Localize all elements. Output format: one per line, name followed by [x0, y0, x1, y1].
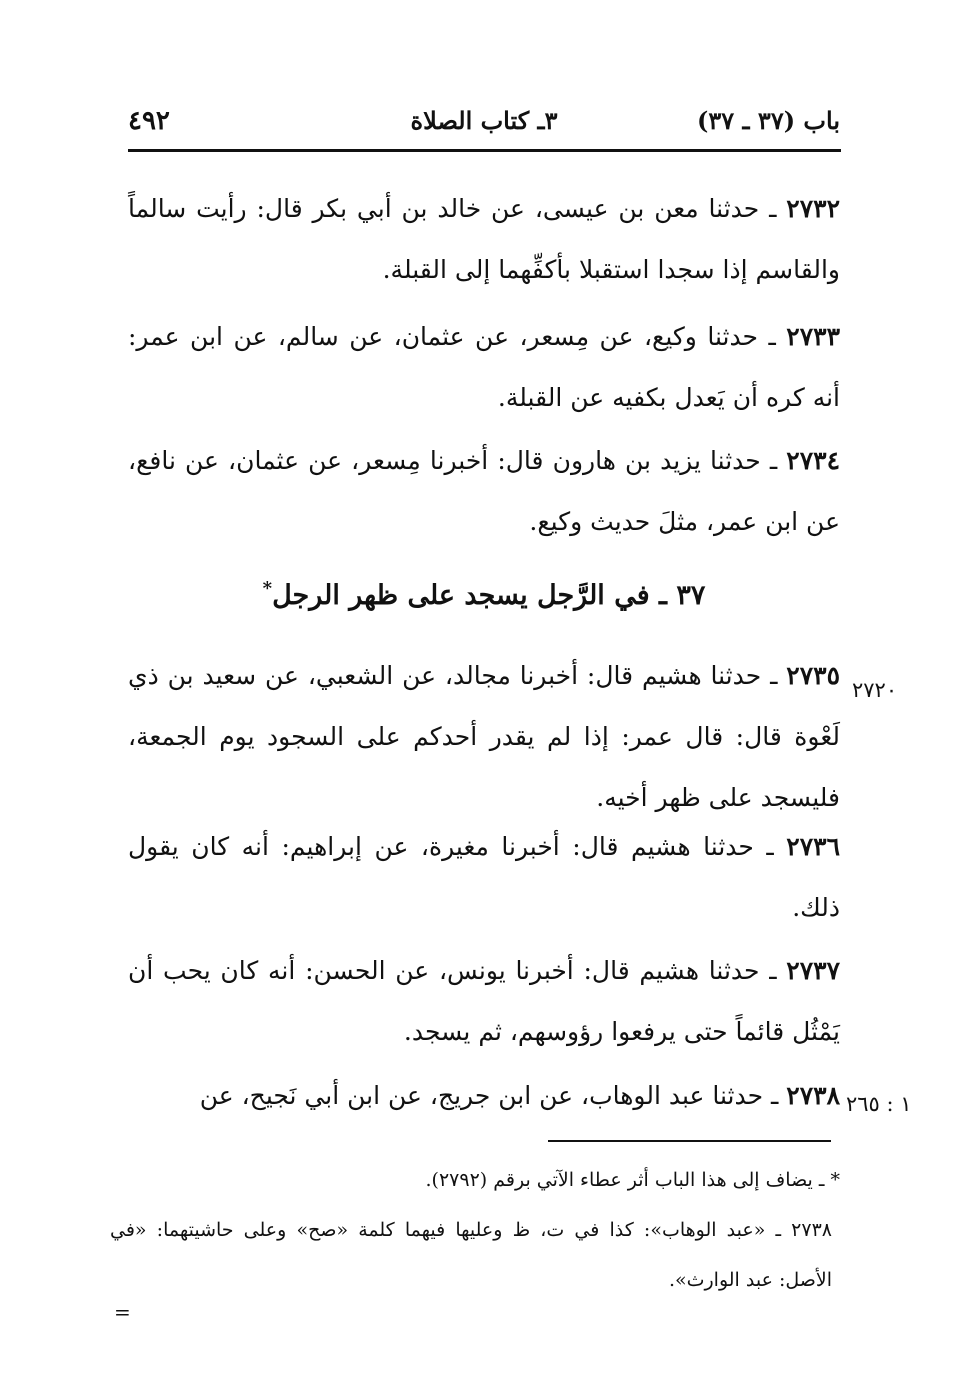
- hadith-2734: [128, 430, 840, 552]
- section-heading-text: ٣٧ ـ في الرَّجل يسجد على ظهر الرجل: [272, 580, 706, 611]
- book-title: ٣ـ كتاب الصلاة: [410, 106, 558, 135]
- hadith-2732: [128, 178, 840, 300]
- margin-note: ٢٧٢٠: [852, 678, 898, 702]
- hadith-number: ٢٧٣٥: [786, 661, 840, 690]
- hadith-text: ـ حدثنا عبد الوهاب، عن ابن جريج، عن ابن أبي نَجيح، عن: [199, 1081, 787, 1110]
- continuation-mark: =: [114, 1300, 131, 1324]
- hadith-text: ـ حدثنا هشيم قال: أخبرنا مجالد، عن الشعبي، عن سعيد بن ذي لَعْوة قال: قال عمر: إذا لم يقدر أحدكم على السجود يوم الجمعة، فليسجد على ظهر أخيه.: [128, 661, 840, 812]
- hadith-text: ـ حدثنا هشيم قال: أخبرنا يونس، عن الحسن: أنه كان يحب أن يَمْثُل قائماً حتى يرفعوا رؤوسهم، ثم يسجد.: [128, 956, 840, 1046]
- hadith-number: ٢٧٣٣: [786, 322, 840, 351]
- footnote-1: * ـ يضاف إلى هذا الباب أثر عطاء الآتي برقم (٢٧٩٢).: [425, 1169, 840, 1191]
- footnote-rule: [548, 1140, 831, 1142]
- hadith-number: ٢٧٣٢: [786, 194, 840, 223]
- section-heading: [128, 578, 840, 611]
- hadith-text: ـ حدثنا معن بن عيسى، عن خالد بن أبي بكر قال: رأيت سالماً والقاسم إذا سجدا استقبلا بأكفِّهما إلى القبلة.: [128, 194, 840, 284]
- margin-note: ١ : ٢٦٥: [846, 1092, 912, 1116]
- header-rule: [128, 149, 841, 152]
- hadith-number: ٢٧٣٦: [786, 832, 840, 861]
- hadith-number: ٢٧٣٧: [786, 956, 840, 985]
- hadith-number: ٢٧٣٨: [786, 1081, 840, 1110]
- footnote-2: ٢٧٣٨ ـ «عبد الوهاب»: كذا في ت، ظ وعليها فيهما كلمة «صح» وعلى حاشيتهما: «في الأصل: عبد الوارث».: [110, 1219, 832, 1291]
- hadith-2736: [128, 816, 840, 938]
- footnote-marker: *: [262, 578, 273, 599]
- hadith-number: ٢٧٣٤: [786, 446, 840, 475]
- hadith-2735: [128, 645, 840, 828]
- hadith-2738: [128, 1065, 840, 1126]
- hadith-text: ـ حدثنا يزيد بن هارون قال: أخبرنا مِسعر، عن عثمان، عن نافع، عن ابن عمر، مثلَ حديث وكيع.: [128, 446, 840, 536]
- page-number: ٤٩٢: [128, 106, 170, 136]
- hadith-2737: [128, 940, 840, 1062]
- hadith-text: ـ حدثنا هشيم قال: أخبرنا مغيرة، عن إبراهيم: أنه كان يقول ذلك.: [128, 832, 840, 922]
- chapter-reference: باب (٣٧ ـ ٣٧): [697, 106, 840, 135]
- page-header: [128, 100, 840, 144]
- hadith-2733: [128, 306, 840, 428]
- hadith-text: ـ حدثنا وكيع، عن مِسعر، عن عثمان، عن سالم، عن ابن عمر: أنه كره أن يَعدل بكفيه عن القبلة.: [128, 322, 840, 412]
